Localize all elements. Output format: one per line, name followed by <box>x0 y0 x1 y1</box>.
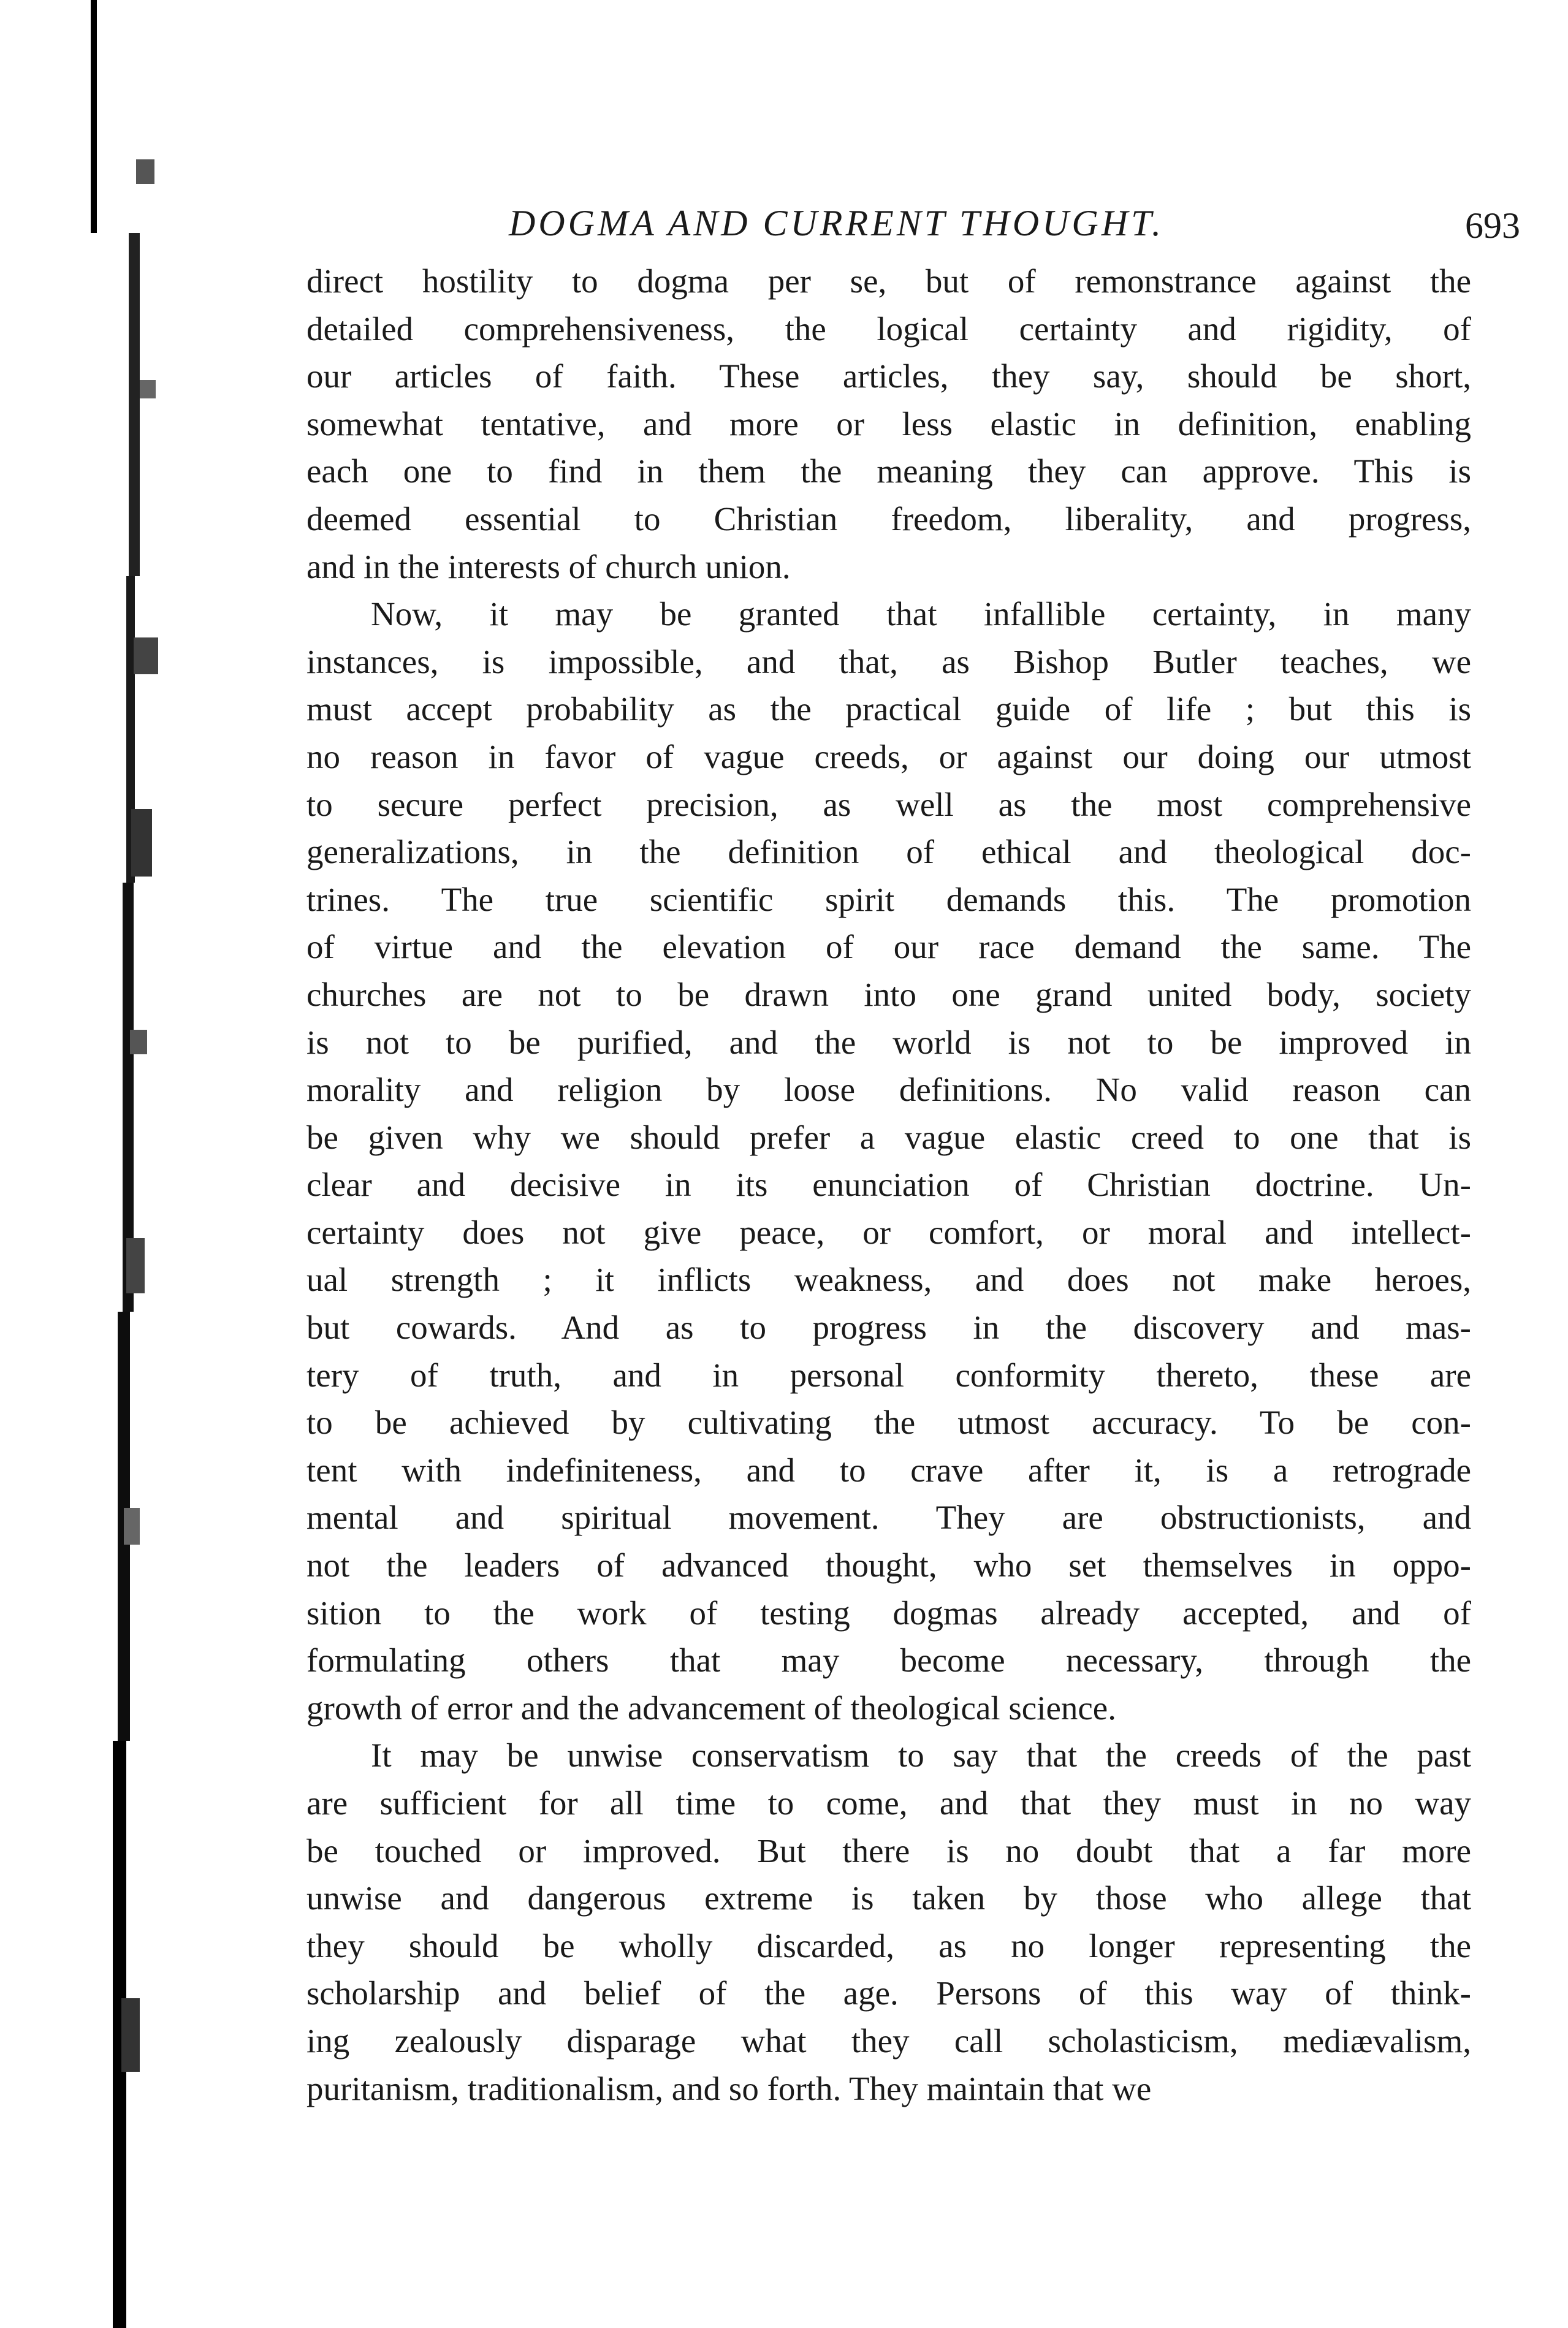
text-line: scholarship and belief of the age. Persons of this way of think- <box>306 1974 1471 2012</box>
text-line: It may be unwise conservatism to say that the creeds of the past <box>371 1736 1471 1775</box>
text-line: each one to find in them the meaning they can approve. This is <box>306 452 1471 490</box>
paragraph <box>306 257 1471 590</box>
paragraph <box>306 1732 1471 2112</box>
text-line: be given why we should prefer a vague elastic creed to one that is <box>306 1118 1471 1156</box>
running-head <box>306 202 1520 257</box>
text-line: unwise and dangerous extreme is taken by those who allege that <box>306 1879 1471 1917</box>
text-line: trines. The true scientific spirit demands this. The promotion <box>306 880 1471 918</box>
text-line: deemed essential to Christian freedom, liberality, and progress, <box>306 500 1471 538</box>
text-line: morality and religion by loose definitions. No valid reason can <box>306 1071 1471 1109</box>
text-line: instances, is impossible, and that, as Bishop Butler teaches, we <box>306 642 1471 680</box>
body-text <box>306 257 1471 2112</box>
text-line: growth of error and the advancement of theological science. <box>306 1689 1116 1727</box>
text-line: churches are not to be drawn into one grand united body, society <box>306 975 1471 1013</box>
page-number: 693 <box>1465 205 1520 246</box>
book-page <box>306 202 1520 2112</box>
text-line: formulating others that may become necessary, through the <box>306 1641 1471 1679</box>
text-line: detailed comprehensiveness, the logical certainty and rigidity, of <box>306 310 1471 348</box>
text-line: our articles of faith. These articles, they say, should be short, <box>306 357 1471 395</box>
text-line: tery of truth, and in personal conformity thereto, these are <box>306 1356 1471 1394</box>
text-line: ual strength ; it inflicts weakness, and does not make heroes, <box>306 1261 1471 1299</box>
text-line: but cowards. And as to progress in the discovery and mas- <box>306 1309 1471 1347</box>
text-line: is not to be purified, and the world is not to be improved in <box>306 1023 1471 1061</box>
text-line: are sufficient for all time to come, and that they must in no way <box>306 1784 1471 1822</box>
text-line: of virtue and the elevation of our race demand the same. The <box>306 928 1471 966</box>
text-line: be touched or improved. But there is no doubt that a far more <box>306 1832 1471 1870</box>
text-line: sition to the work of testing dogmas already accepted, and of <box>306 1594 1471 1632</box>
text-line: no reason in favor of vague creeds, or against our doing our utmost <box>306 737 1471 775</box>
text-line: mental and spiritual movement. They are obstructionists, and <box>306 1499 1471 1537</box>
text-line: ing zealously disparage what they call scholasticism, mediævalism, <box>306 2022 1471 2060</box>
page-binding-shadow <box>91 0 177 2328</box>
text-line: certainty does not give peace, or comfort, or moral and intellect- <box>306 1213 1471 1251</box>
text-line: must accept probability as the practical guide of life ; but this is <box>306 690 1471 728</box>
text-line: tent with indefiniteness, and to crave after it, is a retrograde <box>306 1451 1471 1489</box>
text-line: somewhat tentative, and more or less elastic in definition, enabling <box>306 405 1471 443</box>
text-line: clear and decisive in its enunciation of Christian doctrine. Un- <box>306 1166 1471 1204</box>
paragraph <box>306 590 1471 1732</box>
running-title: DOGMA AND CURRENT THOUGHT. <box>509 203 1164 243</box>
text-line: direct hostility to dogma per se, but of remonstrance against the <box>306 262 1471 300</box>
text-line: generalizations, in the definition of ethical and theological doc- <box>306 833 1471 871</box>
text-line: puritanism, traditionalism, and so forth. They maintain that we <box>306 2069 1152 2107</box>
text-line: not the leaders of advanced thought, who set themselves in oppo- <box>306 1546 1471 1584</box>
text-line: Now, it may be granted that infallible certainty, in many <box>371 595 1471 633</box>
text-line: and in the interests of church union. <box>306 547 791 585</box>
text-line: to be achieved by cultivating the utmost accuracy. To be con- <box>306 1404 1471 1442</box>
text-line: to secure perfect precision, as well as the most comprehensive <box>306 785 1471 823</box>
text-line: they should be wholly discarded, as no longer representing the <box>306 1927 1471 1965</box>
